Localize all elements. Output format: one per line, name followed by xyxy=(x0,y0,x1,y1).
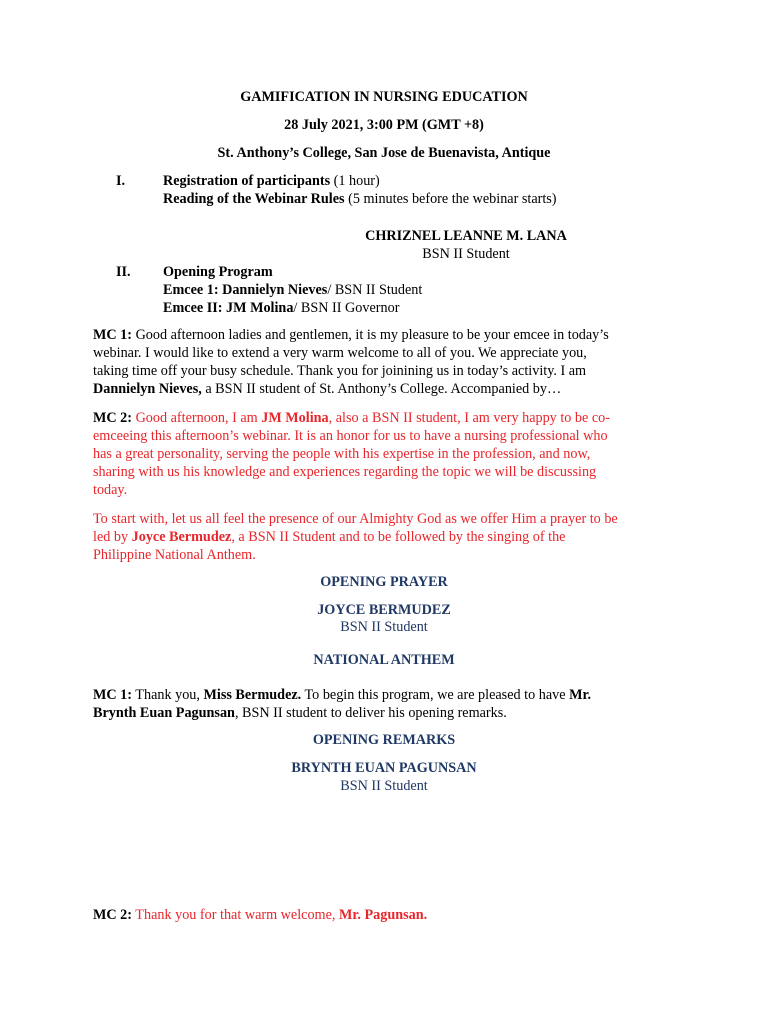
prayer-intro-line-2b: , a BSN II Student and to be followed by the singing of the xyxy=(231,529,566,545)
section-1-numeral: I. xyxy=(116,173,126,189)
section-1-line-1 xyxy=(163,172,380,190)
mc1-paragraph-1 xyxy=(93,326,683,398)
mc1-p2-line-1a: Thank you, xyxy=(132,687,204,703)
mc1-p2-line-1b: To begin this program, we are pleased to have xyxy=(301,687,570,703)
section-2-numeral: II. xyxy=(116,264,131,280)
mc1-text-line-3: taking time off your busy schedule. Thank you for joinining us in today’s activity. I am xyxy=(93,363,587,379)
section-1-line-2 xyxy=(163,190,557,208)
emcee-1-line xyxy=(163,281,422,299)
mc1-emcee-name: Dannielyn Nieves, xyxy=(93,381,202,397)
reader-name: CHRIZNEL LEANNE M. LANA xyxy=(365,228,567,244)
mc1-text-line-2: webinar. I would like to extend a very warm welcome to all of you. We appreciate you, xyxy=(93,345,587,361)
mc2-text-line-4: sharing with us his knowledge and experiences regarding the topic we will be discussing xyxy=(93,464,597,480)
opening-remarks-name: BRYNTH EUAN PAGUNSAN xyxy=(291,760,477,776)
prayer-intro-line-3: Philippine National Anthem. xyxy=(93,547,256,563)
mc2-text-line-5: today. xyxy=(93,482,128,498)
opening-prayer-role: BSN II Student xyxy=(340,619,428,635)
mc1-p2-name-2b: Brynth Euan Pagunsan xyxy=(93,705,235,721)
prayer-intro-line-1: To start with, let us all feel the presence of our Almighty God as we offer Him a prayer to be xyxy=(93,511,618,527)
reader-role: BSN II Student xyxy=(422,246,510,262)
mc2-emcee-name: JM Molina xyxy=(261,410,329,426)
event-venue: St. Anthony’s College, San Jose de Buenavista, Antique xyxy=(217,145,551,161)
mc1-text-line-4: a BSN II student of St. Anthony’s College. Accompanied by… xyxy=(201,381,562,397)
mc1-p2-name-1: Miss Bermudez. xyxy=(203,687,302,703)
event-date: 28 July 2021, 3:00 PM (GMT +8) xyxy=(284,117,484,133)
webinar-rules-label: Reading of the Webinar Rules xyxy=(163,191,345,207)
document-title: GAMIFICATION IN NURSING EDUCATION xyxy=(240,89,528,105)
webinar-rules-duration: (5 minutes before the webinar starts) xyxy=(344,191,557,207)
mc1-p2-line-2: , BSN II student to deliver his opening remarks. xyxy=(234,705,507,721)
registration-label: Registration of participants xyxy=(163,173,331,189)
prayer-intro-paragraph xyxy=(93,510,683,564)
national-anthem-heading: NATIONAL ANTHEM xyxy=(313,652,455,668)
mc2-p2-text: Thank you for that warm welcome, xyxy=(132,907,339,923)
mc2-text-line-3: has a great personality, serving the people with his expertise in the profession, and now, xyxy=(93,446,591,462)
emcee-2-line xyxy=(163,299,399,317)
opening-prayer-name: JOYCE BERMUDEZ xyxy=(317,602,451,618)
mc2-text-line-2: emceeing this afternoon’s webinar. It is an honor for us to have a nursing professional who xyxy=(93,428,608,444)
mc1-text-line-1: Good afternoon ladies and gentlemen, it is my pleasure to be your emcee in today’s xyxy=(132,327,609,343)
registration-duration: (1 hour) xyxy=(330,173,380,189)
mc2-p2-name: Mr. Pagunsan. xyxy=(339,907,428,923)
prayer-intro-line-2a: led by xyxy=(93,529,132,545)
emcee-1-role: / BSN II Student xyxy=(327,282,423,298)
opening-remarks-role: BSN II Student xyxy=(340,778,428,794)
prayer-leader-name: Joyce Bermudez xyxy=(131,529,232,545)
mc2-label-2: MC 2: xyxy=(93,907,133,923)
mc2-text-line-1b: , also a BSN II student, I am very happy to be co- xyxy=(328,410,610,426)
opening-prayer-heading: OPENING PRAYER xyxy=(320,574,448,590)
mc2-paragraph-1 xyxy=(93,409,683,499)
mc1-label: MC 1: xyxy=(93,327,133,343)
emcee-2-role: / BSN II Governor xyxy=(293,300,400,316)
mc2-text-line-1a: Good afternoon, I am xyxy=(132,410,262,426)
mc2-paragraph-2 xyxy=(93,906,683,924)
mc1-paragraph-2 xyxy=(93,686,683,722)
emcee-1-name: Emcee 1: Dannielyn Nieves xyxy=(163,282,328,298)
section-2-title: Opening Program xyxy=(163,264,273,280)
emcee-2-name: Emcee II: JM Molina xyxy=(163,300,294,316)
mc2-label: MC 2: xyxy=(93,410,133,426)
opening-remarks-heading: OPENING REMARKS xyxy=(312,732,456,748)
mc1-p2-name-2a: Mr. xyxy=(569,687,591,703)
mc1-label-2: MC 1: xyxy=(93,687,133,703)
